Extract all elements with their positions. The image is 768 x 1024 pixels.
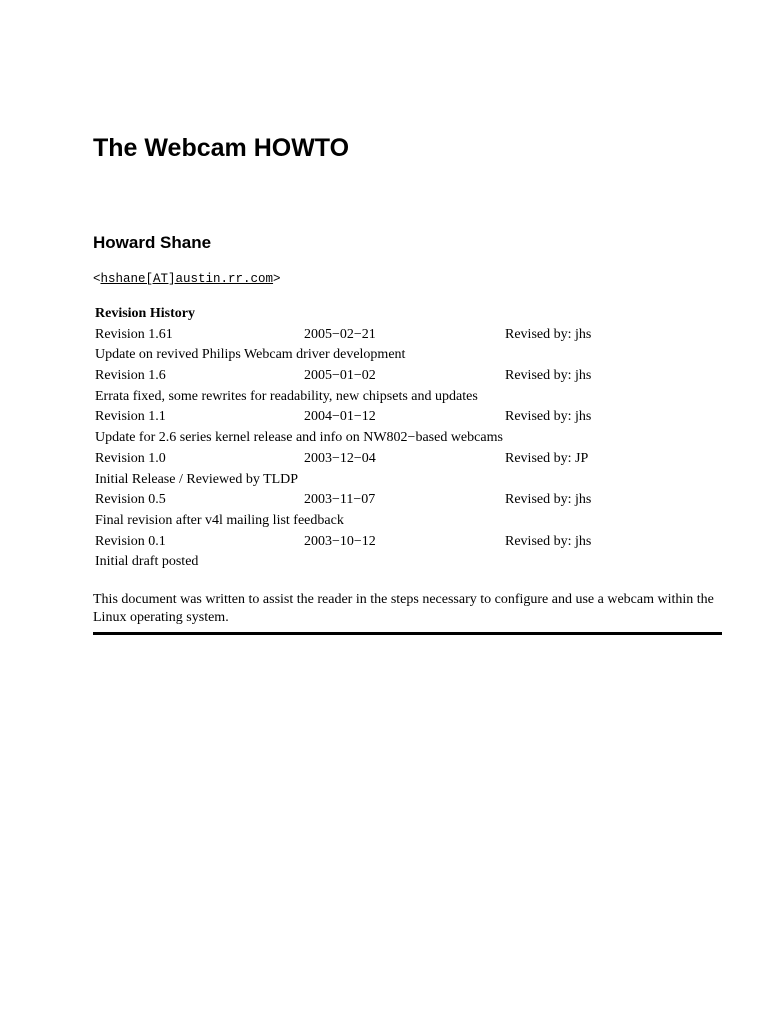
revision-number: Revision 1.6: [95, 368, 166, 384]
revision-author: Revised by: jhs: [505, 368, 592, 384]
revision-row: [95, 490, 715, 511]
revision-row: [95, 407, 715, 428]
revision-date: 2003−10−12: [304, 533, 376, 549]
revision-author: Revised by: JP: [505, 450, 589, 466]
revision-history-heading: Revision History: [95, 306, 195, 321]
revision-author: Revised by: jhs: [505, 492, 592, 508]
author-email-link[interactable]: hshane[AT]austin.rr.com: [100, 272, 274, 286]
revision-description: Final revision after v4l mailing list feedback: [95, 512, 344, 528]
revision-date: 2005−02−21: [304, 326, 376, 342]
revision-number: Revision 0.5: [95, 492, 166, 508]
revision-description: Errata fixed, some rewrites for readability, new chipsets and updates: [95, 388, 478, 404]
revision-number: Revision 1.0: [95, 450, 166, 466]
revision-number: Revision 0.1: [95, 533, 166, 549]
revision-history: [95, 304, 715, 573]
revision-row: [95, 532, 715, 553]
revision-date: 2005−01−02: [304, 368, 376, 384]
email-open-bracket: <: [93, 272, 101, 286]
revision-number: Revision 1.61: [95, 326, 173, 342]
revision-date: 2004−01−12: [304, 409, 376, 425]
revision-date: 2003−12−04: [304, 450, 376, 466]
revision-description: Initial draft posted: [95, 554, 199, 570]
revision-description: Update on revived Philips Webcam driver development: [95, 347, 406, 363]
author-email-line: [93, 271, 281, 287]
revision-author: Revised by: jhs: [505, 533, 592, 549]
revision-number: Revision 1.1: [95, 409, 166, 425]
revision-row: [95, 366, 715, 387]
email-close-bracket: >: [273, 272, 281, 286]
document-abstract: This document was written to assist the reader in the steps necessary to configure and use a webcam within the Linux operating system.: [93, 592, 714, 625]
revision-row: [95, 325, 715, 346]
document-title: The Webcam HOWTO: [93, 134, 350, 162]
horizontal-rule: [93, 632, 722, 635]
revision-author: Revised by: jhs: [505, 326, 592, 342]
revision-description: Initial Release / Reviewed by TLDP: [95, 471, 299, 487]
revision-row: [95, 449, 715, 470]
revision-date: 2003−11−07: [304, 492, 376, 508]
revision-author: Revised by: jhs: [505, 409, 592, 425]
revision-description: Update for 2.6 series kernel release and info on NW802−based webcams: [95, 430, 503, 446]
author-name: Howard Shane: [93, 233, 212, 252]
